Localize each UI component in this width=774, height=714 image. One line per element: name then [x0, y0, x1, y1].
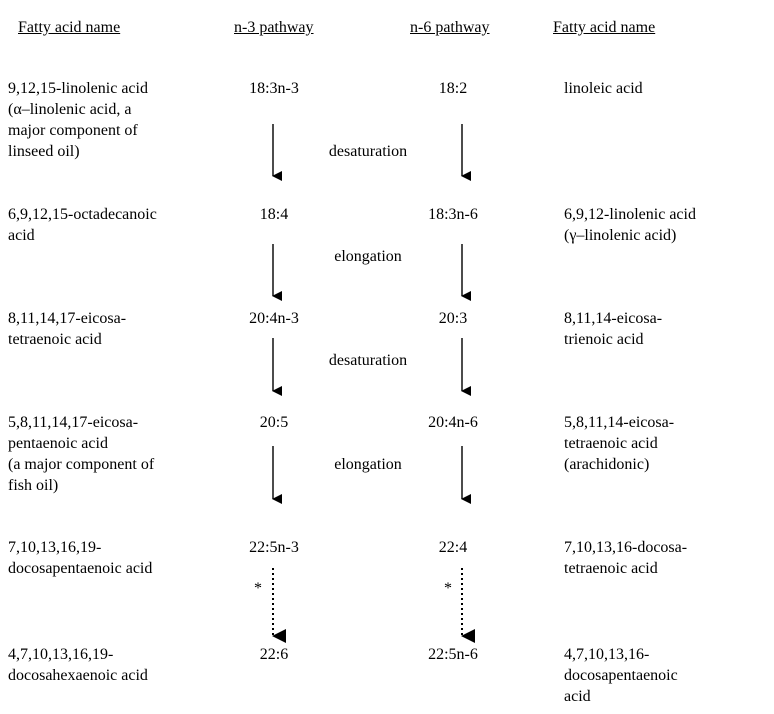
header-fatty-acid-name-left: Fatty acid name	[18, 19, 121, 36]
step-label-1: elongation	[334, 248, 402, 265]
step-label-0: desaturation	[328, 143, 408, 160]
n6-node-row-5: 22:5n-6	[428, 646, 478, 663]
left-name-row-0: 9,12,15-linolenic acid (α–linolenic acid, a major component of linseed oil)	[8, 80, 148, 160]
n3-node-row-4: 22:5n-3	[249, 539, 299, 556]
left-name-row-3: 5,8,11,14,17-eicosa- pentaenoic acid (a major component of fish oil)	[8, 414, 155, 494]
n6-node-row-3: 20:4n-6	[428, 414, 478, 431]
header-n3-pathway: n-3 pathway	[234, 19, 314, 36]
left-name-row-5: 4,7,10,13,16,19- docosahexaenoic acid	[8, 646, 148, 684]
n3-node-row-3: 20:5	[259, 414, 289, 431]
right-name-row-4: 7,10,13,16-docosa- tetraenoic acid	[564, 539, 688, 577]
right-name-row-3: 5,8,11,14-eicosa- tetraenoic acid (arachidonic)	[564, 414, 675, 473]
right-name-row-2: 8,11,14-eicosa- trienoic acid	[564, 310, 663, 348]
header-n6-pathway: n-6 pathway	[410, 19, 490, 36]
n3-node-row-0: 18:3n-3	[249, 80, 299, 97]
step-label-2: desaturation	[328, 352, 408, 369]
left-name-row-1: 6,9,12,15-octadecanoic acid	[8, 206, 157, 244]
right-name-row-5: 4,7,10,13,16- docosapentaenoic acid	[564, 646, 678, 705]
asterisk-n6: *	[444, 580, 452, 597]
n3-node-row-5: 22:6	[259, 646, 289, 663]
step-label-3: elongation	[334, 456, 402, 473]
header-fatty-acid-name-right: Fatty acid name	[553, 19, 656, 36]
asterisk-n3: *	[254, 580, 262, 597]
n6-node-row-2: 20:3	[438, 310, 468, 327]
left-name-row-2: 8,11,14,17-eicosa- tetraenoic acid	[8, 310, 127, 348]
n6-node-row-4: 22:4	[438, 539, 468, 556]
n6-node-row-1: 18:3n-6	[428, 206, 478, 223]
n3-node-row-1: 18:4	[259, 206, 289, 223]
right-name-row-0: linoleic acid	[564, 80, 643, 97]
left-name-row-4: 7,10,13,16,19- docosapentaenoic acid	[8, 539, 153, 577]
n3-node-row-2: 20:4n-3	[249, 310, 299, 327]
right-name-row-1: 6,9,12-linolenic acid (γ–linolenic acid)	[564, 206, 696, 244]
n6-node-row-0: 18:2	[438, 80, 468, 97]
